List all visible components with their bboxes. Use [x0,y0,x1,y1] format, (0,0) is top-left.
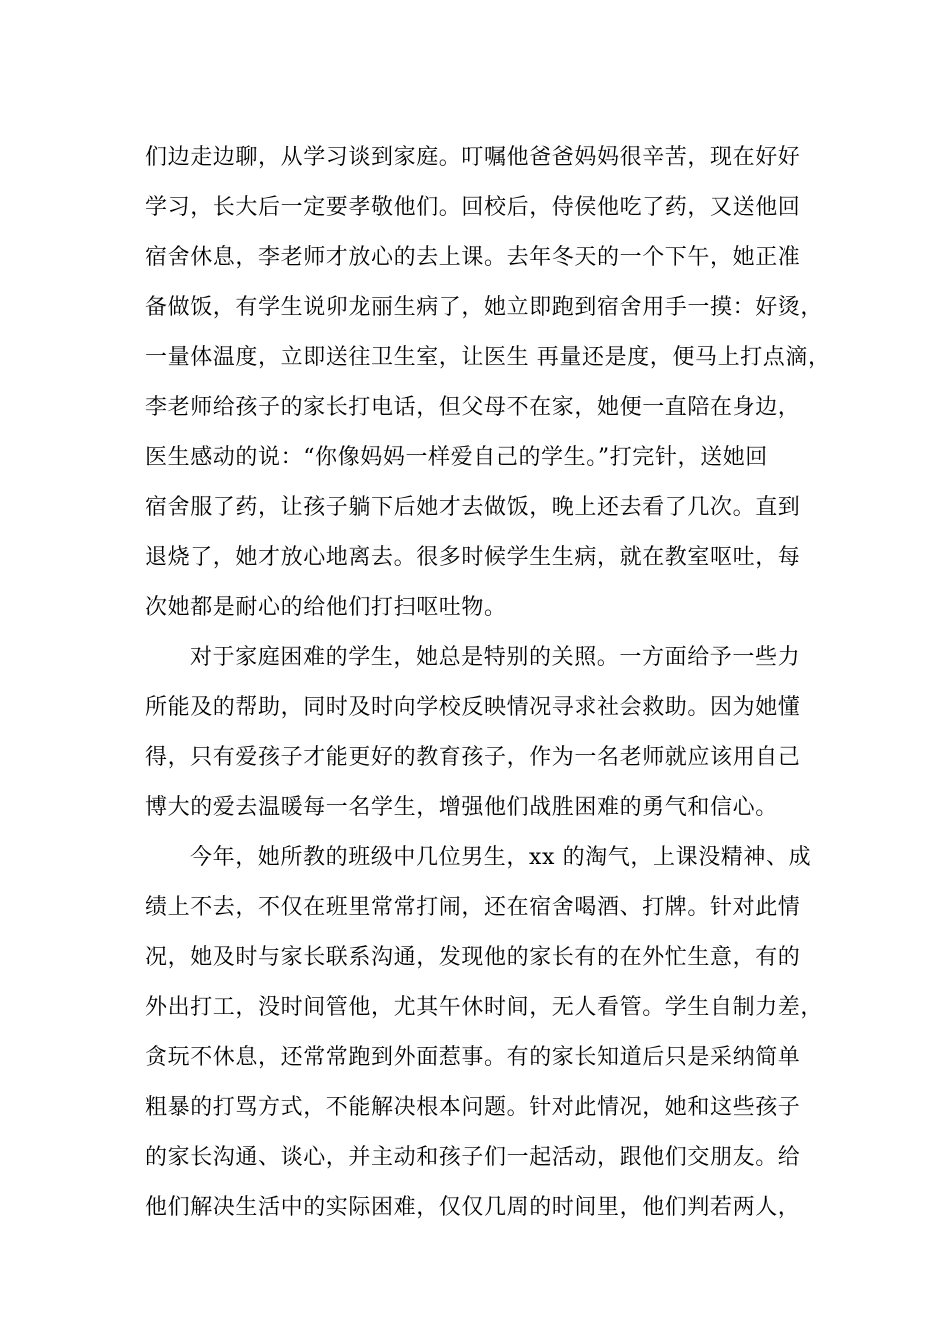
text-line: 宿舍休息，李老师才放心的去上课。去年冬天的一个下午，她正准 [145,245,801,270]
text-line: 所能及的帮助，同时及时向学校反映情况寻求社会救助。因为她懂 [145,695,801,720]
text-line: 今年，她所教的班级中几位男生，xx 的淘气，上课没精神、成 [190,845,812,870]
paragraph-3 [145,833,824,1233]
text-line: 们边走边聊，从学习谈到家庭。叮嘱他爸爸妈妈很辛苦，现在好好 [145,145,801,170]
document-body [145,133,831,1233]
paragraph-2 [145,633,820,833]
text-line: 粗暴的打骂方式，不能解决根本问题。针对此情况，她和这些孩子 [145,1095,801,1120]
text-line: 备做饭，有学生说卯龙丽生病了，她立即跑到宿舍用手一摸：好烫， [145,295,824,320]
text-line: 次她都是耐心的给他们打扫呕吐物。 [145,595,507,620]
text-line: 贪玩不休息，还常常跑到外面惹事。有的家长知道后只是采纳简单 [145,1045,801,1070]
text-line: 得，只有爱孩子才能更好的教育孩子，作为一名老师就应该用自己 [145,745,801,770]
text-line: 宿舍服了药，让孩子躺下后她才去做饭，晚上还去看了几次。直到 [145,495,801,520]
paragraph-1 [145,133,831,633]
text-line: 的家长沟通、谈心，并主动和孩子们一起活动，跟他们交朋友。给 [145,1145,801,1170]
text-line: 他们解决生活中的实际困难，仅仅几周的时间里，他们判若两人， [145,1195,801,1220]
text-line: 医生感动的说：“你像妈妈一样爱自己的学生。”打完针，送她回 [145,445,768,470]
text-line: 退烧了，她才放心地离去。很多时候学生生病，就在教室呕吐，每 [145,545,801,570]
text-line: 绩上不去，不仅在班里常常打闹，还在宿舍喝酒、打牌。针对此情 [145,895,801,920]
text-line: 对于家庭困难的学生，她总是特别的关照。一方面给予一些力 [190,645,801,670]
text-line: 一量体温度，立即送往卫生室，让医生 再量还是度，便马上打点滴， [145,345,831,370]
text-line: 外出打工，没时间管他，尤其午休时间，无人看管。学生自制力差， [145,995,824,1020]
text-line: 李老师给孩子的家长打电话，但父母不在家，她便一直陪在身边， [145,395,801,420]
text-line: 学习，长大后一定要孝敬他们。回校后，侍侯他吃了药，又送他回 [145,195,801,220]
text-line: 况，她及时与家长联系沟通，发现他的家长有的在外忙生意，有的 [145,945,801,970]
text-line: 博大的爱去温暖每一名学生，增强他们战胜困难的勇气和信心。 [145,795,778,820]
